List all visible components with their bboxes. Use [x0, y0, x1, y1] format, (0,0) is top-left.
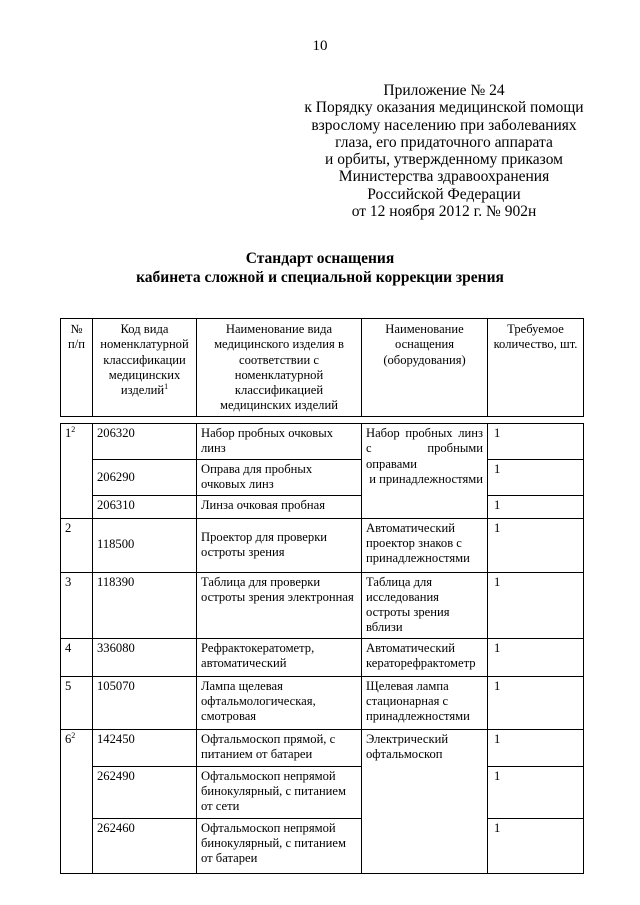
equipment-table: [60, 318, 584, 874]
footnote-mark: 2: [71, 424, 76, 434]
row-quantity: 1: [488, 766, 584, 818]
row-name: Рефрактокератометр, автоматический: [197, 638, 362, 676]
row-code: 142450: [93, 729, 197, 766]
table-row: [61, 638, 584, 676]
row-num: 2: [61, 518, 93, 572]
row-quantity: 1: [488, 424, 584, 460]
appendix-line: Приложение № 24: [383, 82, 505, 99]
row-code: 105070: [93, 676, 197, 729]
row-equipment-text: и принадлежностями: [369, 471, 483, 486]
row-name: Офтальмоскоп прямой, с питанием от батареи: [197, 729, 362, 766]
table-row: [61, 424, 584, 460]
table-spacer: [61, 417, 584, 424]
header-quantity: Требуемое количество, шт.: [488, 319, 584, 417]
appendix-line: к Порядку оказания медицинской помощи: [304, 99, 584, 117]
row-quantity: 1: [488, 495, 584, 518]
appendix-line: Министерства здравоохранения: [338, 168, 550, 186]
table-row: [61, 818, 584, 873]
row-code: 118500: [93, 518, 197, 572]
row-quantity: 1: [488, 518, 584, 572]
header-name-kind: Наименование вида медицинского изделия в соответствии с номенклатурной классификацией медицинских изделий: [197, 319, 362, 417]
footnote-mark: 1: [164, 382, 169, 391]
row-code: 262460: [93, 818, 197, 873]
title-line-2: кабинета сложной и специальной коррекции зрения: [136, 269, 504, 286]
row-equipment: Таблица для исследования остроты зрения вблизи: [362, 572, 488, 638]
row-num: 3: [61, 572, 93, 638]
table-header-row: [61, 319, 584, 417]
row-equipment: Автоматический проектор знаков с принадлежностями: [362, 518, 488, 572]
row-code: 118390: [93, 572, 197, 638]
row-num: 4: [61, 638, 93, 676]
row-name: Офтальмоскоп непрямой бинокулярный, с питанием от сети: [197, 766, 362, 818]
row-name: Лампа щелевая офтальмологическая, смотровая: [197, 676, 362, 729]
table-row: [61, 460, 584, 496]
row-equipment: [362, 424, 488, 519]
appendix-line: Российской Федерации: [367, 185, 521, 203]
row-quantity: 1: [488, 818, 584, 873]
appendix-line: глаза, его придаточного аппарата: [335, 133, 553, 151]
row-num: $6^2$: [61, 729, 93, 873]
table-row: [61, 518, 584, 572]
title-line-1: Стандарт оснащения: [245, 250, 395, 267]
table-row: [61, 766, 584, 818]
row-code: 206310: [93, 495, 197, 518]
header-code: [93, 319, 197, 417]
row-quantity: 1: [488, 676, 584, 729]
row-num: $1^2$: [61, 424, 93, 519]
row-name: Проектор для проверки остроты зрения: [197, 518, 362, 572]
row-equipment-text: Набор пробных линз с пробными оправами: [366, 426, 483, 471]
appendix-line: и орбиты, утвержденному приказом: [325, 151, 563, 169]
table-row: [61, 495, 584, 518]
table-row: [61, 676, 584, 729]
page-number: 10: [312, 38, 328, 54]
appendix-line: от 12 ноября 2012 г. № 902н: [351, 203, 537, 221]
table-row: [61, 729, 584, 766]
row-quantity: 1: [488, 729, 584, 766]
row-name: Офтальмоскоп непрямой бинокулярный, с питанием от батареи: [197, 818, 362, 873]
header-code-text: Код вида номенклатурной классификации медицинских изделий: [100, 322, 189, 398]
appendix-line: взрослому населению при заболеваниях: [311, 116, 577, 134]
header-num: № п/п: [61, 319, 93, 417]
row-code: 206320: [93, 424, 197, 460]
row-name: Таблица для проверки остроты зрения электронная: [197, 572, 362, 638]
row-name: Оправа для пробных очковых линз: [197, 460, 362, 496]
row-equipment: Электрический офтальмоскоп: [362, 729, 488, 873]
row-num: 5: [61, 676, 93, 729]
header-equipment: Наименование оснащения (оборудования): [362, 319, 488, 417]
row-quantity: 1: [488, 638, 584, 676]
footnote-mark: 2: [71, 730, 76, 740]
row-code: 336080: [93, 638, 197, 676]
row-name: Набор пробных очковых линз: [197, 424, 362, 460]
row-code: 206290: [93, 460, 197, 496]
row-equipment: Автоматический кераторефрактометр: [362, 638, 488, 676]
appendix-reference: [284, 82, 604, 220]
row-name: Линза очковая пробная: [197, 495, 362, 518]
row-code: 262490: [93, 766, 197, 818]
table-row: [61, 572, 584, 638]
row-quantity: 1: [488, 460, 584, 496]
document-title: [0, 249, 640, 287]
row-equipment: Щелевая лампа стационарная с принадлежностями: [362, 676, 488, 729]
row-quantity: 1: [488, 572, 584, 638]
